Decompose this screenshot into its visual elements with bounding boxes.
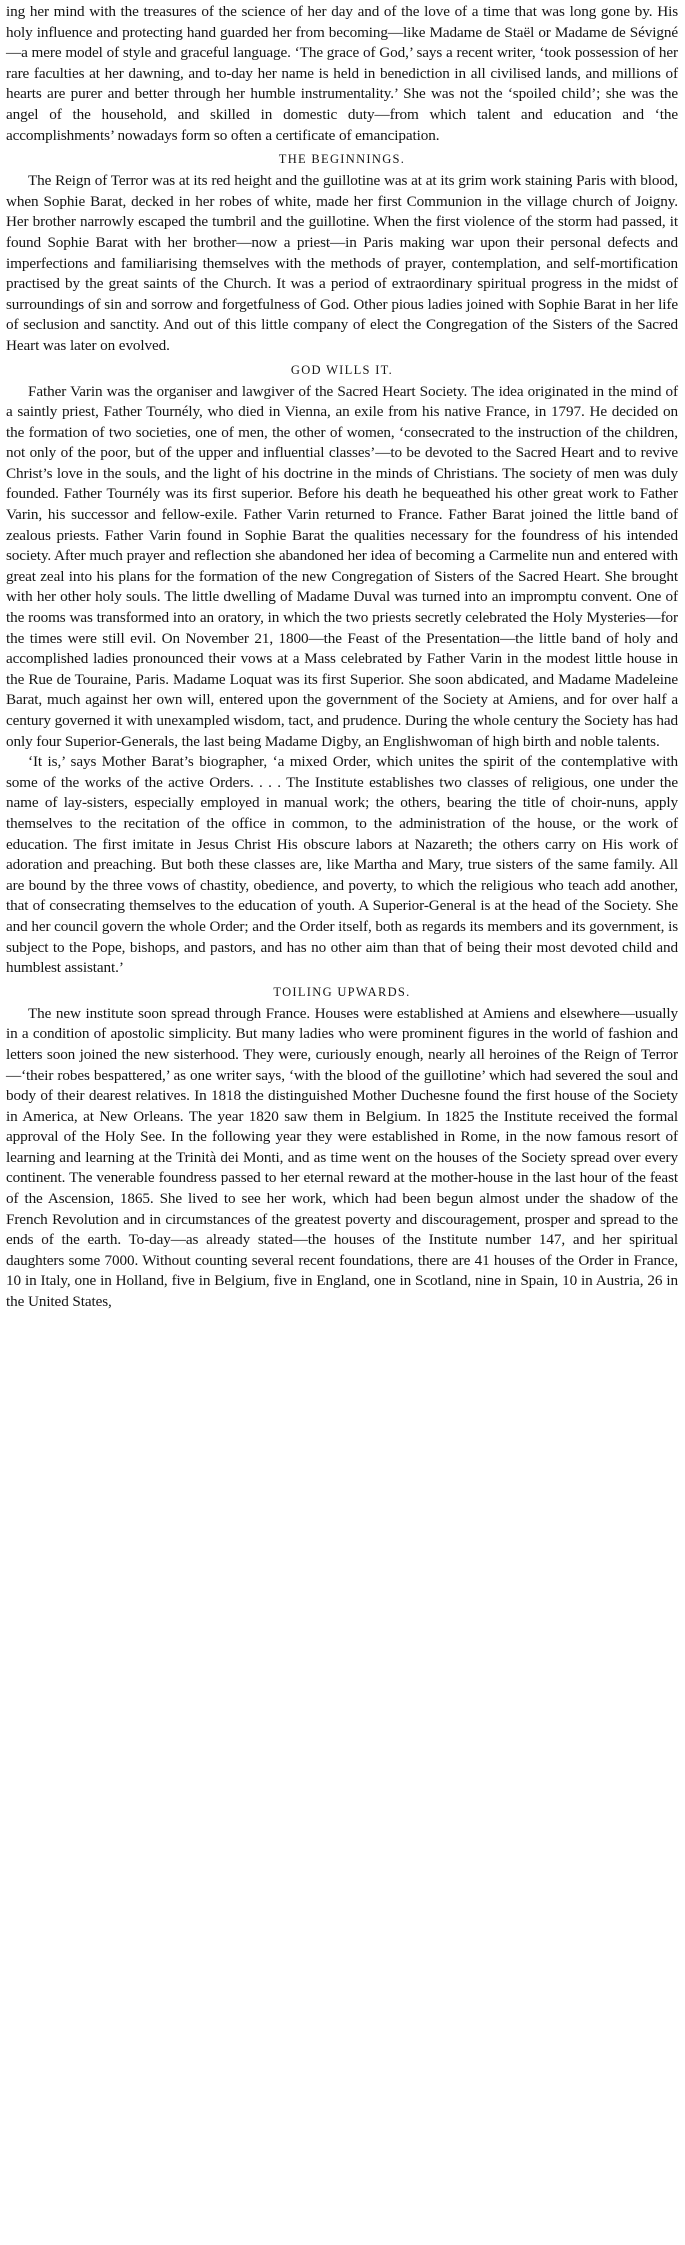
- intro-paragraph: ing her mind with the treasures of the science of her day and of the love of a time that was long gone by. His holy influence and protecting hand guarded her from becoming—like Madame de Staël or Madame de Sévigné—a mere model of style and graceful language. ‘The grace of God,’ says a recent writer, ‘took possession of her rare faculties at her dawning, and to-day her name is held in benediction in all civilised lands, and millions of hearts are purer and better through her humble instrumentality.’ She was not the ‘spoiled child’; she was the angel of the household, and skilled in domestic duty—from which talent and education and ‘the accomplishments’ nowadays form so often a certificate of emancipation.: [6, 3, 678, 144]
- section-toiling-upwards: [6, 983, 678, 1313]
- section-heading: GOD WILLS IT.: [290, 362, 394, 377]
- body-paragraph: Father Varin was the organiser and lawgiver of the Sacred Heart Society. The idea originated in the mind of a saintly priest, Father Tournély, who died in Vienna, an exile from his native France, in 1797. He decided on the formation of two societies, one of men, the other of women, ‘consecrated to the instruction of the children, not only of the poor, but of the upper and influential classes’—to be devoted to the Sacred Heart and to revive Christ’s love in the souls, and the light of his doctrine in the minds of Christians. The society of men was duly founded. Father Tournély was its first superior. Before his death he bequeathed his other great work to Father Varin, his successor and fellow-exile. Father Varin returned to France. Father Barat joined the little band of zealous priests. Father Varin found in Sophie Barat the qualities necessary for the foundress of his intended society. After much prayer and reflection she abandoned her idea of becoming a Carmelite nun and entered with great zeal into his plans for the formation of the new Congregation of Sisters of the Sacred Heart. She brought with her other holy souls. The little dwelling of Madame Duval was turned into an impromptu convent. One of the rooms was transformed into an oratory, in which the two priests secretly celebrated the Holy Mysteries—for the times were still evil. On November 21, 1800—the Feast of the Presentation—the little band of holy and accomplished ladies pronounced their vows at a Mass celebrated by Father Varin in the modest little house in the Rue de Touraine, Paris. Madame Loquat was its first Superior. She soon abdicated, and Madame Madeleine Barat, much against her own will, entered upon the government of the Society at Amiens, and for over half a century governed it with unexampled wisdom, tact, and prudence. During the whole century the Society has had only four Superior-Generals, the last being Madame Digby, an Englishwoman of high birth and noble talents.: [6, 382, 678, 750]
- section-god-wills-it: [6, 361, 678, 979]
- section-intro: [6, 2, 678, 146]
- body-paragraph: The new institute soon spread through France. Houses were established at Amiens and elsewhere—usually in a condition of apostolic simplicity. But many ladies who were prominent figures in the world of fashion and letters soon joined the new sisterhood. They were, curiously enough, nearly all heroines of the Reign of Terror—‘their robes bespattered,’ as one writer says, ‘with the blood of the guillotine’ which had severed the soul and body of their dearest relatives. In 1818 the distinguished Mother Duchesne found the first house of the Society in America, at New Orleans. The year 1820 saw them in Belgium. In 1825 the Institute received the formal approval of the Holy See. In the following year they were established in Rome, in the now famous resort of learning and learning at the Trinità dei Monti, and as time went on the houses of the Society spread over every continent. The venerable foundress passed to her eternal reward at the mother-house in the last hour of the feast of the Ascension, 1865. She lived to see her work, which had been begun almost under the shadow of the French Revolution and in circumstances of the greatest poverty and discouragement, prosper and spread to the ends of the earth. To-day—as already stated—the houses of the Institute number 147, and her spiritual daughters some 7000. Without counting several recent foundations, there are 41 houses of the Order in France, 10 in Italy, one in Holland, five in Belgium, five in England, one in Scotland, nine in Spain, 10 in Austria, 26 in the United States,: [6, 1004, 678, 1311]
- body-paragraph: The Reign of Terror was at its red height and the guillotine was at at its grim work staining Paris with blood, when Sophie Barat, decked in her robes of white, made her first Communion in the village church of Joigny. Her brother narrowly escaped the tumbril and the guillotine. When the first violence of the storm had passed, it found Sophie Barat with her brother—now a priest—in Paris making war upon their personal defects and imperfections and familiarising themselves with the methods of prayer, contemplation, and self-mortification practised by the great saints of the Church. It was a period of extraordinary spiritual progress in the midst of surroundings of sin and sorrow and forgetfulness of God. Other pious ladies joined with Sophie Barat in her life of seclusion and sanctity. And out of this little company of elect the Congregation of the Sisters of the Sacred Heart was later on evolved.: [6, 172, 678, 354]
- quotation-paragraph: ‘It is,’ says Mother Barat’s biographer, ‘a mixed Order, which unites the spirit of the contemplative with some of the works of the active Orders. . . . The Institute establishes two classes of religious, one under the name of lay-sisters, especially employed in manual work; the others, bearing the title of choir-nuns, apply themselves to the recitation of the office in common, to the administration of the house, or the work of education. The first imitate in Jesus Christ His obscure labors at Nazareth; the others carry on His work of adoration and preaching. But both these classes are, like Martha and Mary, true sisters of the same family. All are bound by the three vows of chastity, obedience, and poverty, to which the religious who teach add another, that of consecrating themselves to the education of youth. A Superior-General is at the head of the Society. She and her council govern the whole Order; and the Order itself, both as regards its members and its government, is subject to the Pope, bishops, and pastors, and has no other aim than that of being their most devoted child and humblest assistant.’: [6, 753, 678, 977]
- section-heading: TOILING UPWARDS.: [273, 984, 411, 999]
- section-heading: THE BEGINNINGS.: [278, 152, 406, 167]
- newspaper-column: [6, 2, 678, 1313]
- section-the-beginnings: [6, 150, 678, 356]
